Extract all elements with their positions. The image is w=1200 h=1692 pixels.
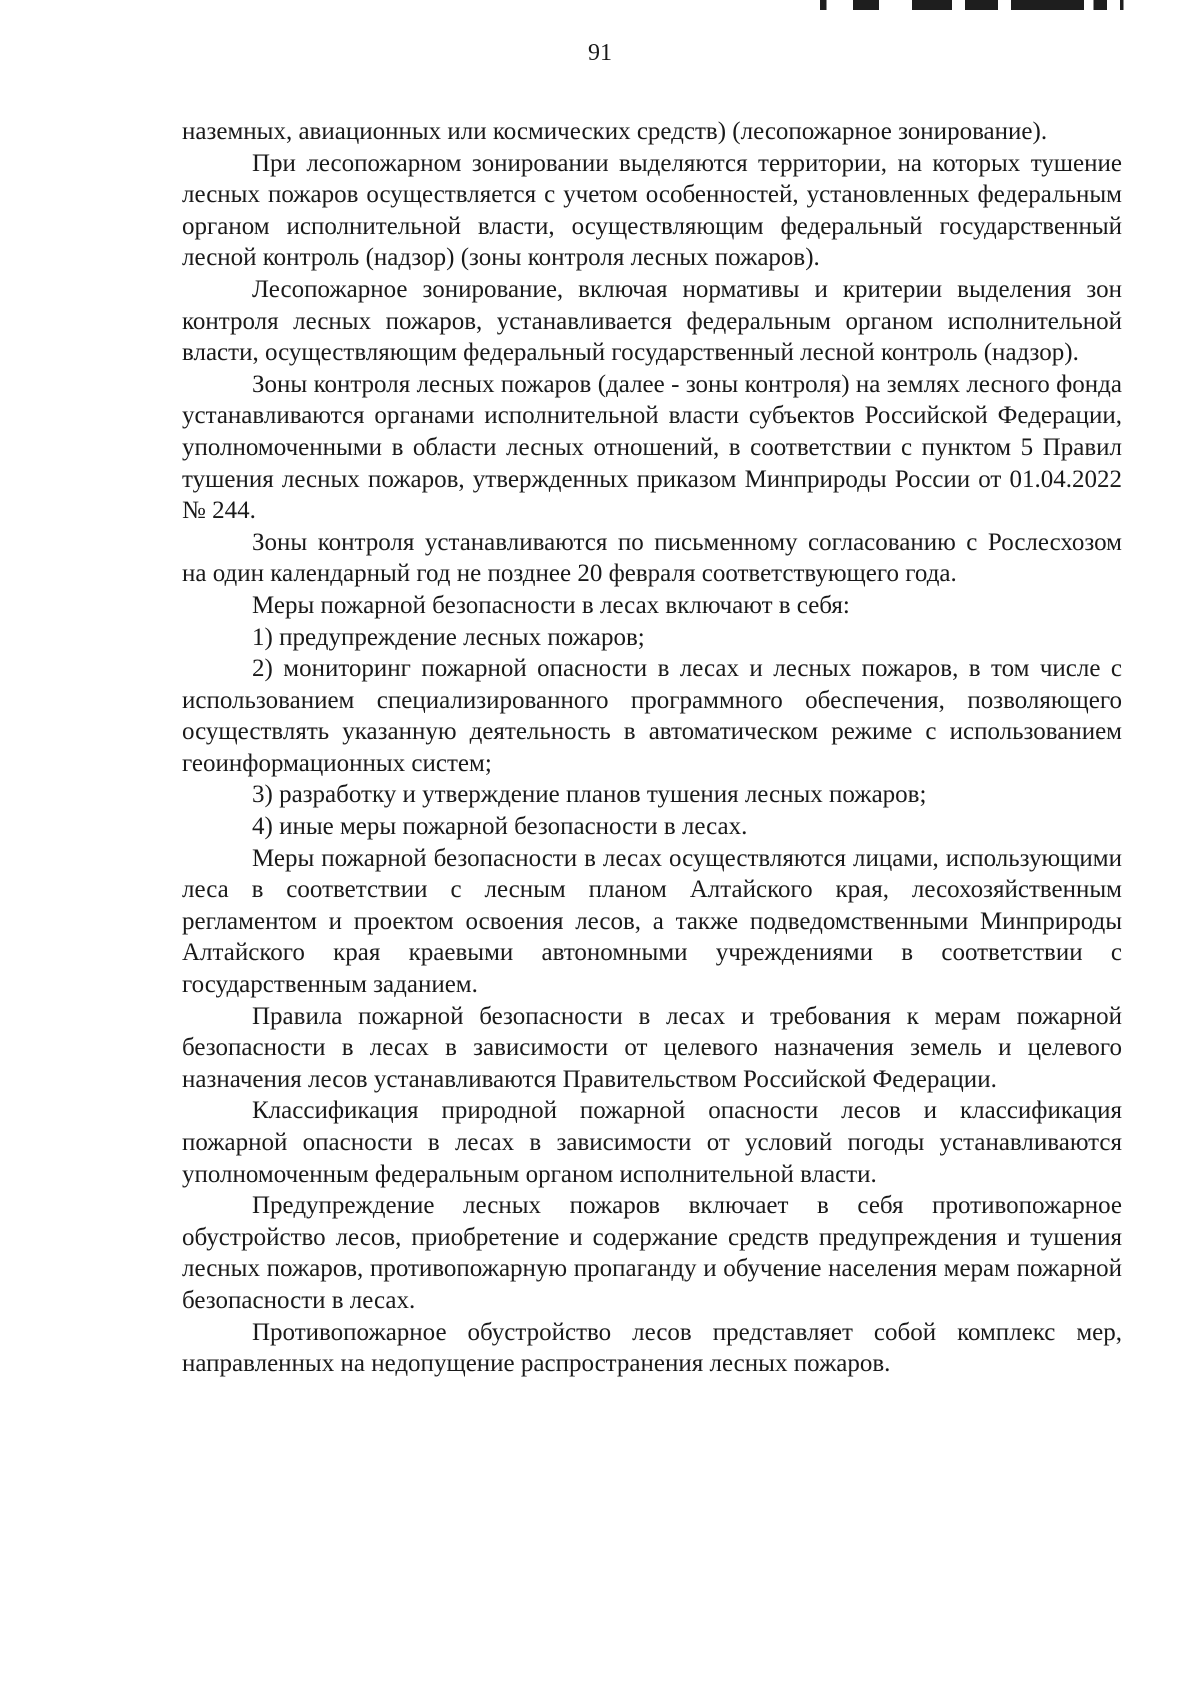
list-item-2: 2) мониторинг пожарной опасности в лесах и лесных пожаров, в том числе с использованием специализированного программного обеспечения, позволяющего осуществлять указанную деятельность в автоматическом режиме с использованием геоинформационных систем;	[182, 655, 1122, 777]
paragraph-measures-intro: Меры пожарной безопасности в лесах включают в себя:	[252, 591, 850, 619]
page-number: 91	[588, 40, 612, 66]
paragraph-measures-performers: Меры пожарной безопасности в лесах осуществляются лицами, использующими леса в соответствии с лесным планом Алтайского края, лесохозяйственным регламентом и проектом освоения лесов, а также подведомственными Минприроды Алтайского края краевыми автономными учреждениями в соответствии с государственным заданием.	[182, 844, 1122, 999]
paragraph-safety-rules: Правила пожарной безопасности в лесах и требования к мерам пожарной безопасности в лесах в зависимости от целевого назначения земель и целевого назначения лесов устанавливаются Правительством Российской Федерации.	[182, 1002, 1122, 1093]
list-item-3: 3) разработку и утверждение планов тушения лесных пожаров;	[252, 781, 927, 809]
paragraph-zoning-territories: При лесопожарном зонировании выделяются территории, на которых тушение лесных пожаров осуществляется с учетом особенностей, установленных федеральным органом исполнительной власти, осуществляющим федеральный государственный лесной контроль (надзор) (зоны контроля лесных пожаров).	[182, 149, 1122, 272]
paragraph-control-zones: Зоны контроля лесных пожаров (далее - зоны контроля) на землях лесного фонда устанавливаются органами исполнительной власти субъектов Российской Федерации, уполномоченными в области лесных отношений, в соответствии с пунктом 5 Правил тушения лесных пожаров, утвержденных приказом Минприроды России от 01.04.2022 № 244.	[182, 370, 1122, 525]
paragraph-control-zones-approval: Зоны контроля устанавливаются по письменному согласованию с Рослесхозом на один календарный год не позднее 20 февраля соответствующего года.	[182, 528, 1122, 588]
list-item-4: 4) иные меры пожарной безопасности в лесах.	[252, 813, 748, 841]
paragraph-zoning-criteria: Лесопожарное зонирование, включая нормативы и критерии выделения зон контроля лесных пожаров, устанавливается федеральным органом исполнительной власти, осуществляющим федеральный государственный лесной контроль (надзор).	[182, 275, 1122, 367]
list-item-1: 1) предупреждение лесных пожаров;	[252, 623, 645, 651]
scan-edge-mark	[800, 0, 1130, 10]
document-body	[182, 116, 1122, 1380]
paragraph-hazard-classification: Классификация природной пожарной опасности лесов и классификация пожарной опасности в лесах в зависимости от условий погоды устанавливаются уполномоченным федеральным органом исполнительной власти.	[182, 1097, 1122, 1188]
paragraph-continuation: наземных, авиационных или космических средств) (лесопожарное зонирование).	[182, 118, 1048, 145]
paragraph-fire-arrangement: Противопожарное обустройство лесов представляет собой комплекс мер, направленных на недопущение распространения лесных пожаров.	[182, 1318, 1122, 1378]
paragraph-fire-prevention: Предупреждение лесных пожаров включает в себя противопожарное обустройство лесов, приобретение и содержание средств предупреждения и тушения лесных пожаров, противопожарную пропаганду и обучение населения мерам пожарной безопасности в лесах.	[182, 1192, 1122, 1314]
